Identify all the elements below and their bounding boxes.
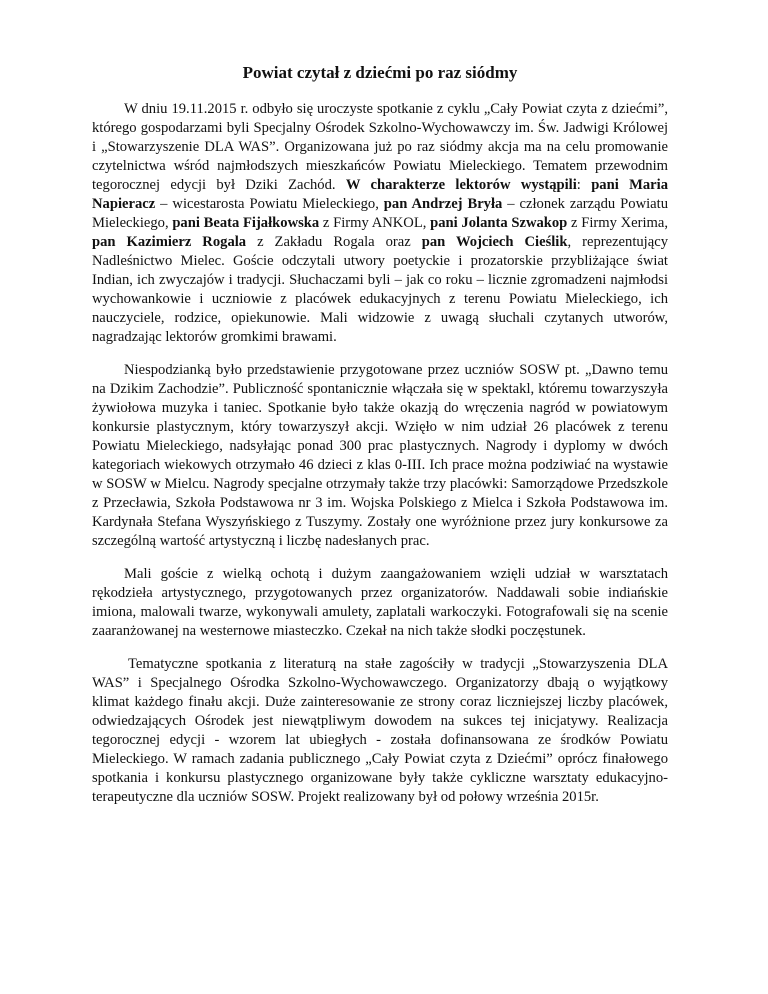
text-run: – członek zarządu Powiatu Mieleckiego,: [92, 196, 668, 231]
text-run: pan Andrzej Bryła: [383, 196, 503, 212]
text-run: Mali goście z wielką ochotą i dużym zaangażowaniem wzięli udział w warsztatach rękodzieła artystycznego, przygotowanych przez organizatorów. Naddawali sobie indiańskie imiona, malowali twarze, wykonywali amulety, zaplatali warkoczyki. Fotografowali się na scenie zaaranżowanej na westernowe miasteczko. Czekał na nich także słodki poczęstunek.: [92, 566, 668, 639]
text-run: Niespodzianką było przedstawienie przygotowane przez uczniów SOSW pt. „Dawno temu na Dzikim Zachodzie”. Publiczność spontanicznie włączała się w spektakl, któremu towarzyszyła żywiołowa muzyka i taniec. Spotkanie było także okazją do wręczenia nagród w powiatowym konkursie plastycznym, który towarzyszył akcji. Wzięło w nim udział 26 placówek z terenu Powiatu Mieleckiego, nadsyłając ponad 300 prac plastycznych. Nagrody i dyplomy w dwóch kategoriach wiekowych otrzymało 46 dzieci z klas 0-III. Ich prace można podziwiać na wystawie w SOSW w Mielcu. Nagrody specjalne otrzymały także trzy placówki: Samorządowe Przedszkole z Przecławia, Szkoła Podstawowa nr 3 im. Wojska Polskiego z Mielca i Szkoła Podstawowa im. Kardynała Stefana Wyszyńskiego z Tuszymy. Zostały one wyróżnione przez jury konkursowe za szczególną wartość artystyczną i liczbę nadesłanych prac.: [92, 362, 668, 549]
text-run: pan Wojciech Cieślik: [421, 234, 568, 250]
text-run: pani Beata Fijałkowska: [172, 215, 320, 231]
paragraph-2: [92, 361, 668, 551]
text-run: W charakterze lektorów wystąpili: [345, 177, 577, 193]
text-run: z Firmy ANKOL,: [319, 215, 431, 231]
text-run: z Zakładu Rogala oraz: [246, 234, 422, 250]
text-run: :: [576, 177, 592, 193]
text-run: , reprezentujący Nadleśnictwo Mielec. Goście odczytali utwory poetyckie i prozatorskie przybliżające świat Indian, ich zwyczajów i tradycji. Słuchaczami byli – jak co roku – licznie zgromadzeni najmłodsi wychowankowie i uczniowie z placówek edukacyjnych z terenu Powiatu Mieleckiego, ich nauczyciele, rodzice, opiekunowie. Mali widzowie z uwagą słuchali czytanych utworów, nagradzając lektorów gromkimi brawami.: [92, 234, 668, 345]
text-run: z Firmy Xerima,: [567, 215, 669, 231]
text-run: W dniu 19.11.2015 r. odbyło się uroczyste spotkanie z cyklu „Cały Powiat czyta z dziećmi”, którego gospodarzami byli Specjalny Ośrodek Szkolno-Wychowawczy im. Św. Jadwigi Królowej i „Stowarzyszenie DLA WAS”. Organizowana już po raz siódmy akcja ma na celu promowanie czytelnictwa wśród najmłodszych mieszkańców Powiatu Mieleckiego. Tematem przewodnim tegorocznej edycji był Dziki Zachód.: [92, 101, 668, 193]
paragraph-1: [92, 100, 668, 347]
page-title: Powiat czytał z dziećmi po raz siódmy: [242, 63, 518, 82]
text-run: – wicestarosta Powiatu Mieleckiego,: [155, 196, 384, 212]
paragraph-3: [92, 565, 668, 641]
text-run: Tematyczne spotkania z literaturą na stałe zagościły w tradycji „Stowarzyszenia DLA WAS” i Specjalnego Ośrodka Szkolno-Wychowawczego. Organizatorzy dbają o wyjątkowy klimat każdego finału akcji. Duże zainteresowanie ze strony coraz liczniejszej liczby placówek, odwiedzających Ośrodek jest niewątpliwym dowodem na sukces tej inicjatywy. Realizacja tegorocznej edycji - wzorem lat ubiegłych - została dofinansowana ze środków Powiatu Mieleckiego. W ramach zadania publicznego „Cały Powiat czyta z Dziećmi” oprócz finałowego spotkania i konkursu plastycznego organizowane były także cykliczne warsztaty edukacyjno-terapeutyczne dla uczniów SOSW. Projekt realizowany był od połowy września 2015r.: [92, 656, 668, 805]
paragraph-4: [92, 655, 668, 807]
text-run: pan Kazimierz Rogala: [92, 234, 247, 250]
text-run: pani Maria Napieracz: [92, 177, 668, 212]
text-run: pani Jolanta Szwakop: [430, 215, 568, 231]
